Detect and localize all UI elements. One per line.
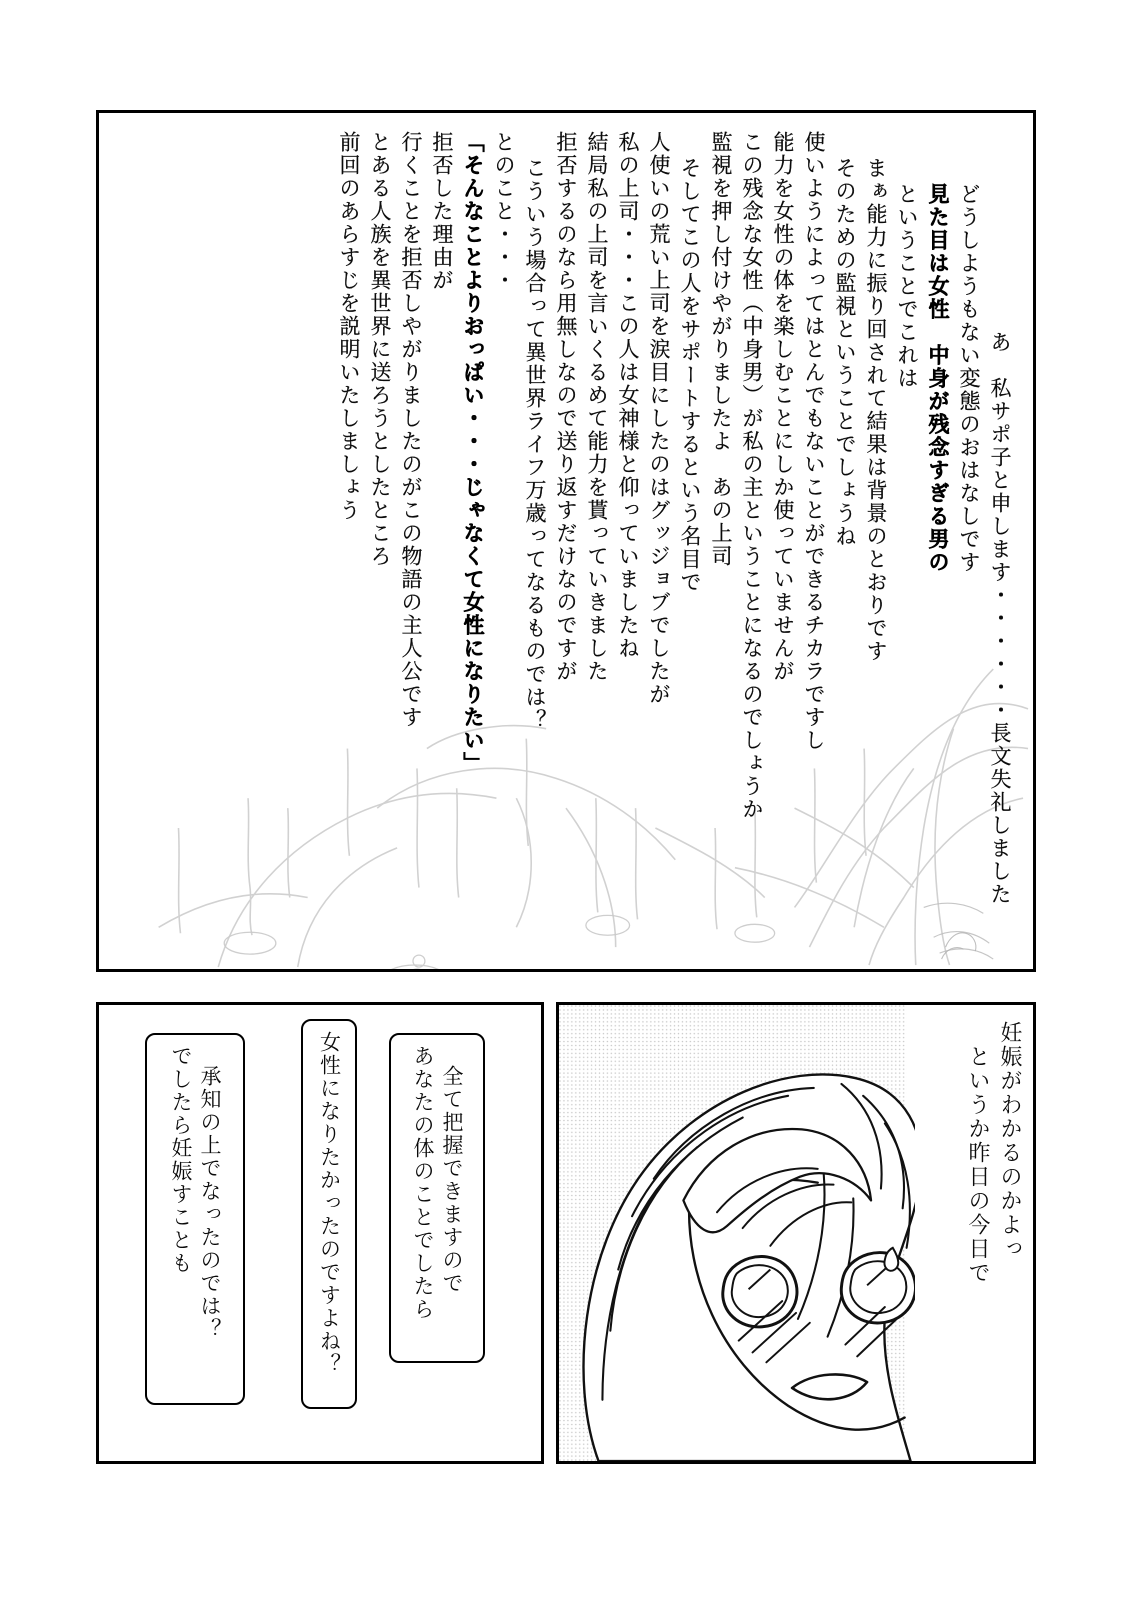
narration-line: 能力を女性の体を楽しむことにしか使っていませんが <box>771 131 795 683</box>
narration-line: 前回のあらすじを説明いたしましょう <box>337 131 361 522</box>
narration-line: そのための監視ということでしょうね <box>833 157 857 548</box>
caption-line: 妊娠がわかるのかよっ <box>997 1021 1022 1261</box>
narration-line-signature: あ 私サポ子と申します・・・・・・長文失礼しました <box>988 331 1012 906</box>
narration-line: 人使いの荒い上司を涙目にしたのはグッジョブでしたが <box>647 131 671 706</box>
balloon-line: 女性になりたかったのですよね？ <box>317 1031 342 1376</box>
caption-ninshin <box>961 1021 1025 1293</box>
recap-panel <box>96 110 1036 972</box>
balloon-line: 全て把握できますので <box>440 1065 464 1295</box>
narration-line: ということでこれは <box>895 183 919 390</box>
balloon-line: 承知の上でなったのでは？ <box>198 1065 222 1341</box>
caption-line: というか昨日の今日で <box>965 1045 990 1285</box>
face-panel <box>556 1002 1036 1464</box>
narration-line-emphasis: 「そんなことよりおっぱい・・・じゃなくて女性になりたい」 <box>461 131 485 775</box>
narration-line: とある人族を異世界に送ろうとしたところ <box>368 131 392 568</box>
narration-line: とのこと・・・ <box>492 131 516 292</box>
balloon-shoichi <box>145 1033 245 1405</box>
dialogue-panel <box>96 1002 544 1464</box>
narration-line: どうしようもない変態のおはなしです <box>957 183 981 574</box>
narration-line: そしてこの人をサポートするという名目で <box>678 157 702 594</box>
narration-line: 私の上司・・・この人は女神様と仰っていましたね <box>616 131 640 660</box>
narration-line: 行くことを拒否しやがりましたのがこの物語の主人公です <box>399 131 423 729</box>
balloon-line: でしたら妊娠すことも <box>169 1045 193 1275</box>
balloon-naritakatta <box>301 1019 357 1409</box>
balloon-karada <box>389 1033 485 1363</box>
narration-line: まぁ能力に振り回されて結果は背景のとおりです <box>864 157 888 663</box>
narration-line: 結局私の上司を言いくるめて能力を貰っていきました <box>585 131 609 683</box>
narration-line-emphasis: 見た目は女性 中身が残念すぎる男の <box>926 183 950 574</box>
narration-line: 使いようによってはとんでもないことができるチカラですし <box>802 131 826 752</box>
narration-line: 拒否するのなら用無しなので送り返すだけなのですが <box>554 131 578 683</box>
narration-line: こういう場合って異世界ライフ万歳ってなるものでは？ <box>523 157 547 732</box>
narration-line: この残念な女性（中身男）が私の主ということになるのでしょうか <box>740 131 764 821</box>
narration-line: 拒否した理由が <box>430 131 454 292</box>
recap-narration <box>333 131 1015 957</box>
narration-line: 監視を押し付けやがりましたよ あの上司 <box>709 131 733 568</box>
balloon-line: あなたの体のことでしたら <box>411 1045 435 1321</box>
